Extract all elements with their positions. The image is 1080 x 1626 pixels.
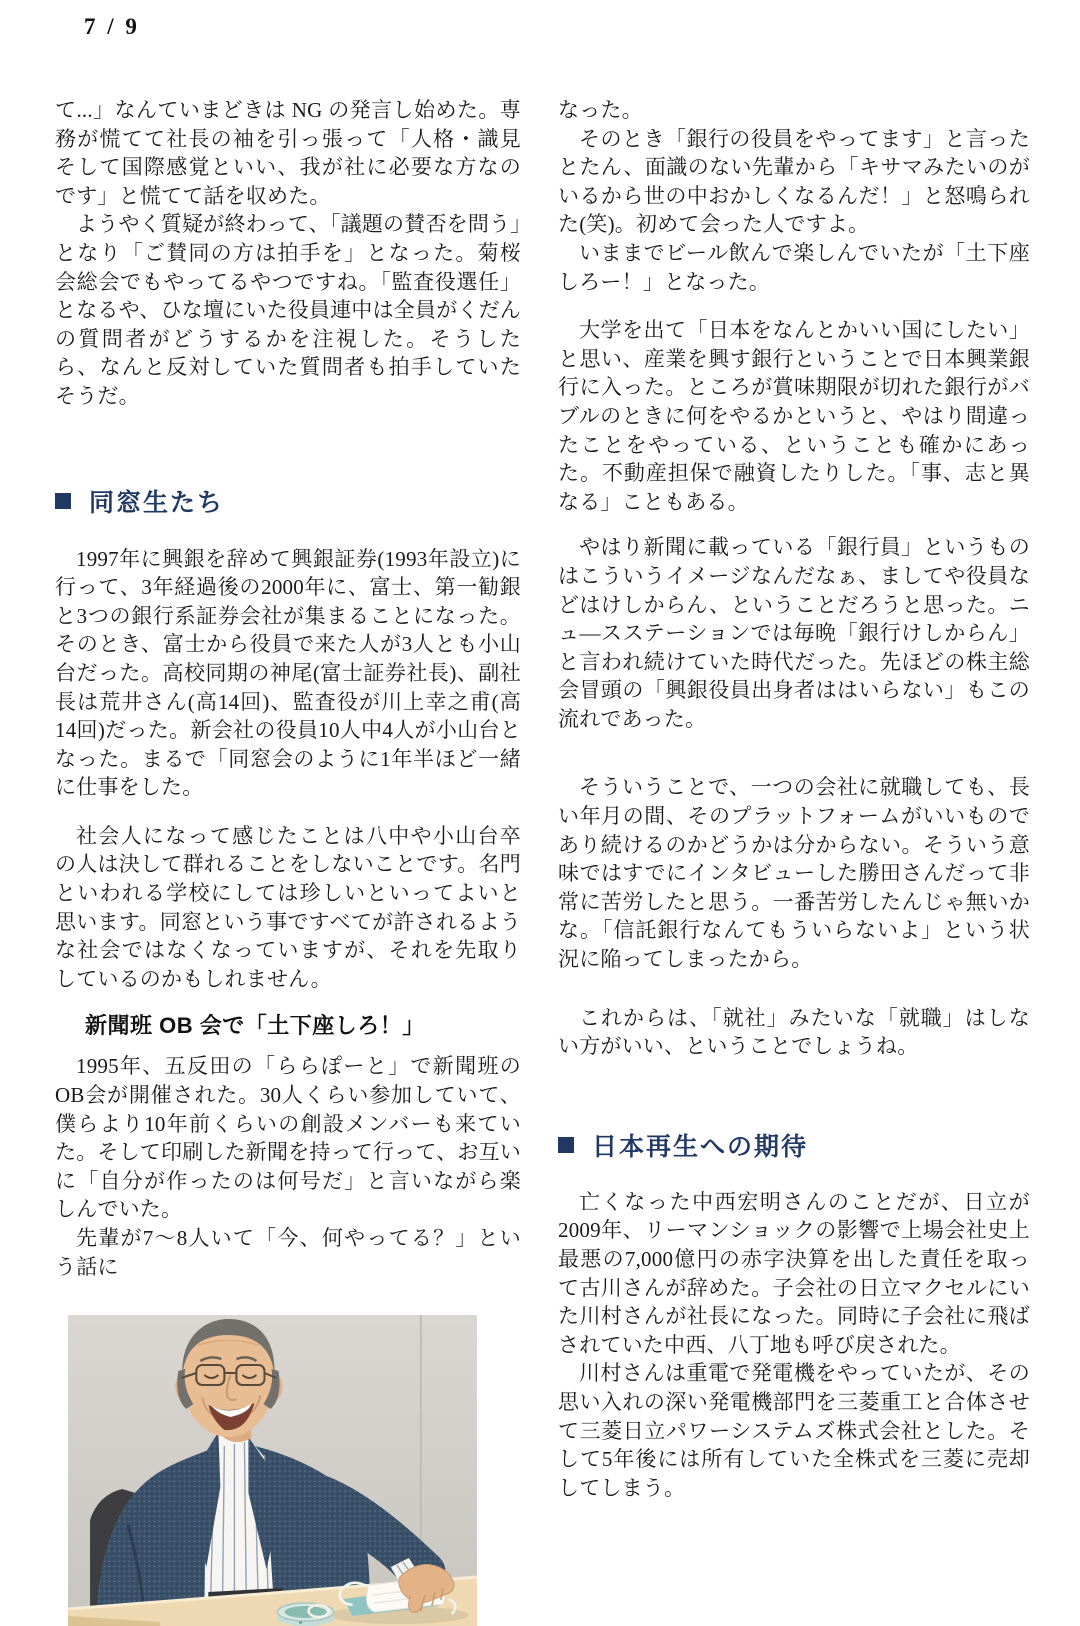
paragraph: そういうことで、一つの会社に就職しても、長い年月の間、そのプラットフォームがいいものであり続けるのかどうかは分からない。そういう意味ではすでにインタビューした勝田さんだって非常に苦労したと思う。一番苦労したんじゃ無いかな。「信託銀行なんてもういらないよ」という状況に陥ってしまったから。 — [558, 775, 1030, 972]
section-bullet-icon — [558, 1137, 574, 1153]
paragraph: 1997年に興銀を辞めて興銀証券(1993年設立)に行って、3年経過後の2000年に、富士、第一勧銀と3つの銀行系証券会社が集まることになった。そのとき、富士から役員で来た人が3人とも小山台だった。高校同期の神尾(富士証券社長)、副社長は荒井さん(高14回)、監査役が川上幸之甫(高14回)だった。新会社の役員10人中4人が小山台となった。まるで「同窓会のように1年半ほど一緒に仕事をした。 — [55, 546, 521, 800]
right-column — [558, 96, 1030, 1502]
paragraph: なった。 — [558, 98, 643, 122]
paragraph: これからは、「就社」みたいな「就職」はしない方がいい、ということでしょうね。 — [558, 1005, 1030, 1059]
paragraph: 社会人になって感じたことは八中や小山台卒の人は決して群れることをしないことです。名門といわれる学校にしては珍しいといってよいと思います。同窓という事ですべてが許されるような社会ではなくなっていますが、それを先取りしているのかもしれません。 — [55, 823, 521, 991]
paragraph: そのとき「銀行の役員をやってます」と言ったとたん、面識のない先輩から「キサマみたいのがいるから世の中おかしくなるんだ！」と怒鳴られた(笑)。初めて会った人ですよ。 — [558, 126, 1030, 237]
interviewee-photo-graphic — [68, 1315, 477, 1626]
page-number: 7 / 9 — [84, 14, 140, 39]
paragraph: 1995年、五反田の「ららぽーと」で新聞班のOB会が開催された。30人くらい参加していて、僕らより10年前くらいの創設メンバーも来ていた。そして印刷した新聞を持って行って、お互いに「自分が作ったのは何号だ」と言いながら楽しんでいた。 — [55, 1054, 521, 1222]
paragraph: 大学を出て「日本をなんとかいい国にしたい」と思い、産業を興す銀行ということで日本興業銀行に入った。ところが賞味期限が切れた銀行がバブルのときに何をやるかというと、やはり間違ったことをやっている、ということも確かにあった。不動産担保で融資したりした。「事、志と異なる」こともある。 — [558, 318, 1030, 514]
section-heading-text: 日本再生への期待 — [592, 1132, 809, 1161]
paragraph: やはり新聞に載っている「銀行員」というものはこういうイメージなんだなぁ、ましてや役員などはけしからん、ということだろうと思った。ニュ―スステーションでは毎晩「銀行けしからん」と言われ続けていた時代だった。先ほどの株主総会冒頭の「興銀役員出身者ははいらない」もこの流れであった。 — [558, 535, 1030, 731]
paragraph: 川村さんは重電で発電機をやっていたが、その思い入れの深い発電機部門を三菱重工と合体させて三菱日立パワーシステムズ株式会社とした。そして5年後には所有していた全株式を三菱に売却してしまう。 — [558, 1361, 1030, 1500]
section-bullet-icon — [55, 493, 71, 509]
paragraph: ようやく質疑が終わって、「議題の賛否を問う」となり「ご賛同の方は拍手を」となった。菊桜会総会でもやってるやつですね。「監査役選任」となるや、ひな壇にいた役員連中は全員がくだんの質問者がどうするかを注視した。そうしたら、なんと反対していた質問者も拍手していたそうだ。 — [55, 212, 521, 408]
paragraph: 先輩が7〜8人いて「今、何やってる？」という話に — [55, 1226, 521, 1279]
section-heading-classmates — [55, 483, 521, 519]
paragraph: いままでビール飲んで楽しんでいたが「土下座しろー！」となった。 — [558, 240, 1030, 294]
interviewee-photo — [68, 1315, 477, 1626]
paragraph: て...」なんていまどきは NG の発言し始めた。専務が慌てて社長の袖を引っ張って「人格・識見そして国際感覚といい、我が社に必要な方なのです」と慌てて話を収めた。 — [55, 98, 521, 208]
section-heading-text: 同窓生たち — [89, 488, 225, 517]
section-heading-japan-revival — [558, 1127, 1030, 1163]
subheading-newspaper-ob-meeting: 新聞班 OB 会で「土下座しろ！」 — [85, 1013, 425, 1039]
left-column — [55, 96, 521, 1626]
paragraph: 亡くなった中西宏明さんのことだが、日立が2009年、リーマンショックの影響で上場会社史上最悪の7,000億円の赤字決算を出した責任を取って古川さんが辞めた。子会社の日立マクセルにいた川村さんが社長になった。同時に子会社に飛ばされていた中西、八丁地も呼び戻された。 — [558, 1189, 1030, 1357]
